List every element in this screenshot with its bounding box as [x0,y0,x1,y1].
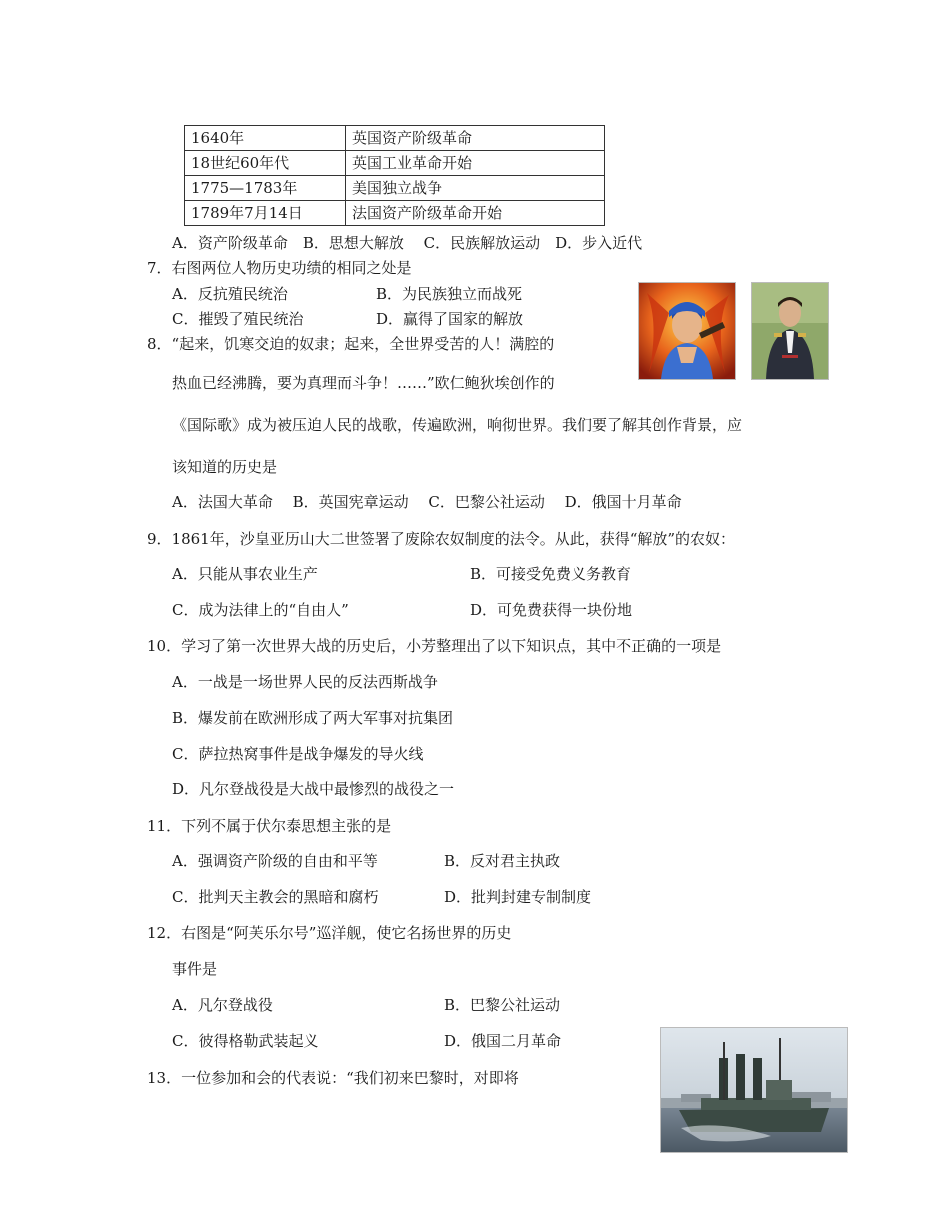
q9-option-a: A．只能从事农业生产 [172,565,318,583]
q9-option-d: D．可免费获得一块份地 [470,601,633,619]
q9-option-b: B．可接受免费义务教育 [470,565,632,583]
q12-stem-line2: 事件是 [172,960,218,978]
q7-stem: 7．右图两位人物历史功绩的相同之处是 [147,259,412,277]
q13-stem-line1: 13．一位参加和会的代表说：“我们初来巴黎时，对即将 [147,1069,519,1087]
table-cell: 法国资产阶级革命开始 [346,201,605,226]
q12-stem-line1: 12．右图是“阿芙乐尔号”巡洋舰，使它名扬世界的历史 [147,924,512,942]
q11-stem: 11．下列不属于伏尔泰思想主张的是 [147,817,392,835]
q6-options: A．资产阶级革命 B．思想大解放 C．民族解放运动 D．步入近代 [172,234,643,252]
table-cell: 美国独立战争 [346,176,605,201]
q12-option-c: C．彼得格勒武装起义 [172,1032,319,1050]
q12-option-b: B．巴黎公社运动 [444,996,561,1014]
q11-option-b: B．反对君主执政 [444,852,561,870]
q8-stem-line3: 《国际歌》成为被压迫人民的战歌，传遍欧洲，响彻世界。我们要了解其创作背景，应 [172,416,743,434]
table-cell: 1775—1783年 [185,176,346,201]
q8-stem-line1: 8．“起来，饥寒交迫的奴隶；起来，全世界受苦的人！满腔的 [147,335,555,353]
q8-options: A．法国大革命 B．英国宪章运动 C．巴黎公社运动 D．俄国十月革命 [172,493,682,511]
table-row [185,126,605,151]
portrait-image-officer [751,282,829,380]
q10-option-d: D．凡尔登战役是大战中最惨烈的战役之一 [172,780,455,798]
q8-stem-line2: 热血已经沸腾，要为真理而斗争！……”欧仁鲍狄埃创作的 [172,374,555,392]
q10-stem: 10．学习了第一次世界大战的历史后，小芳整理出了以下知识点，其中不正确的一项是 [147,637,722,655]
portrait-image-woman [638,282,736,380]
q9-option-c: C．成为法律上的“自由人” [172,601,349,619]
table-cell: 18世纪60年代 [185,151,346,176]
q9-stem: 9．1861年，沙皇亚历山大二世签署了废除农奴制度的法令。从此，获得“解放”的农奴： [147,530,736,548]
q7-option-a: A．反抗殖民统治 [172,285,288,303]
q7-option-b: B．为民族独立而战死 [376,285,523,303]
q10-option-b: B．爆发前在欧洲形成了两大军事对抗集团 [172,709,454,727]
events-table [184,125,605,226]
cruiser-aurora-image [660,1027,848,1153]
q12-option-a: A．凡尔登战役 [172,996,273,1014]
q12-option-d: D．俄国二月革命 [444,1032,562,1050]
q7-option-c: C．摧毁了殖民统治 [172,310,304,328]
table-row [185,176,605,201]
table-cell: 英国工业革命开始 [346,151,605,176]
q11-option-a: A．强调资产阶级的自由和平等 [172,852,378,870]
q11-option-d: D．批判封建专制制度 [444,888,592,906]
q7-option-d: D．赢得了国家的解放 [376,310,524,328]
table-cell: 1640年 [185,126,346,151]
q11-option-c: C．批判天主教会的黑暗和腐朽 [172,888,379,906]
q8-stem-line4: 该知道的历史是 [172,458,278,476]
table-cell: 1789年7月14日 [185,201,346,226]
table-cell: 英国资产阶级革命 [346,126,605,151]
table-row [185,201,605,226]
q10-option-c: C．萨拉热窝事件是战争爆发的导火线 [172,745,424,763]
table-row [185,151,605,176]
q10-option-a: A．一战是一场世界人民的反法西斯战争 [172,673,438,691]
